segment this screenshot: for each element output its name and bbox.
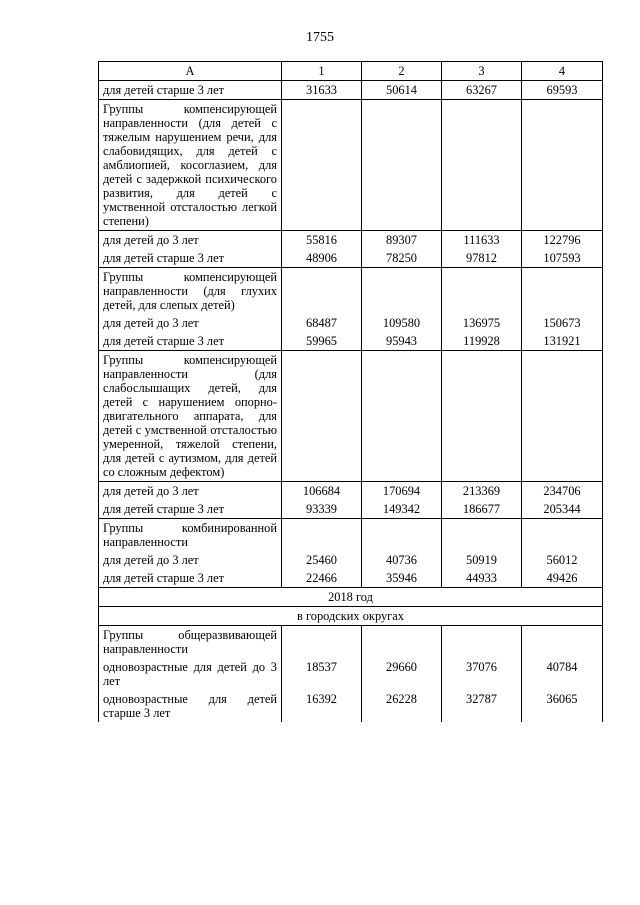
value-cell: 56012 xyxy=(522,551,603,569)
row-label: для детей до 3 лет xyxy=(99,551,282,569)
row-label: для детей старше 3 лет xyxy=(99,249,282,268)
value-cell: 63267 xyxy=(442,81,522,100)
value-cell: 49426 xyxy=(522,569,603,588)
column-header: 1 xyxy=(282,62,362,81)
value-cell: 31633 xyxy=(282,81,362,100)
row-label: для детей до 3 лет xyxy=(99,231,282,250)
value-cell xyxy=(442,100,522,231)
value-cell xyxy=(442,268,522,315)
value-cell xyxy=(282,351,362,482)
section-row xyxy=(99,588,603,607)
value-cell xyxy=(362,100,442,231)
table-row xyxy=(99,569,603,588)
row-label: для детей старше 3 лет xyxy=(99,332,282,351)
table-row xyxy=(99,314,603,332)
table-row xyxy=(99,81,603,100)
value-cell xyxy=(442,519,522,552)
value-cell: 107593 xyxy=(522,249,603,268)
value-cell xyxy=(522,626,603,659)
value-cell: 69593 xyxy=(522,81,603,100)
value-cell: 97812 xyxy=(442,249,522,268)
value-cell: 150673 xyxy=(522,314,603,332)
group-row xyxy=(99,351,603,482)
value-cell: 213369 xyxy=(442,482,522,501)
group-row xyxy=(99,268,603,315)
value-cell: 37076 xyxy=(442,658,522,690)
table-row xyxy=(99,551,603,569)
table-header-row xyxy=(99,62,603,81)
group-label: Группы компенсирующей направленности (для слабослышащих детей, для детей с нарушением опорно-двигательного аппарата, для детей с умственной отсталостью умеренной, тяжелой степени, для детей с аутизмом, для детей со сложным дефектом) xyxy=(99,351,282,482)
column-header: 4 xyxy=(522,62,603,81)
value-cell: 40736 xyxy=(362,551,442,569)
value-cell: 36065 xyxy=(522,690,603,722)
row-label: для детей старше 3 лет xyxy=(99,569,282,588)
section-label: в городских округах xyxy=(99,607,603,626)
value-cell xyxy=(282,268,362,315)
column-header: 2 xyxy=(362,62,442,81)
group-row xyxy=(99,519,603,552)
value-cell: 35946 xyxy=(362,569,442,588)
value-cell: 16392 xyxy=(282,690,362,722)
page-number: 1755 xyxy=(306,30,334,45)
table-row xyxy=(99,500,603,519)
value-cell: 25460 xyxy=(282,551,362,569)
table-row xyxy=(99,690,603,722)
row-label: для детей старше 3 лет xyxy=(99,500,282,519)
value-cell: 40784 xyxy=(522,658,603,690)
value-cell: 22466 xyxy=(282,569,362,588)
row-label: для детей до 3 лет xyxy=(99,482,282,501)
value-cell xyxy=(362,268,442,315)
value-cell: 68487 xyxy=(282,314,362,332)
section-row xyxy=(99,607,603,626)
table-row xyxy=(99,482,603,501)
value-cell xyxy=(522,100,603,231)
value-cell xyxy=(362,351,442,482)
value-cell xyxy=(442,351,522,482)
row-label: одновозрастные для детей старше 3 лет xyxy=(99,690,282,722)
value-cell xyxy=(442,626,522,659)
value-cell: 234706 xyxy=(522,482,603,501)
value-cell xyxy=(282,519,362,552)
value-cell: 186677 xyxy=(442,500,522,519)
table-row xyxy=(99,249,603,268)
value-cell: 93339 xyxy=(282,500,362,519)
group-row xyxy=(99,626,603,659)
column-header: 3 xyxy=(442,62,522,81)
value-cell: 89307 xyxy=(362,231,442,250)
row-label: для детей старше 3 лет xyxy=(99,81,282,100)
section-label: 2018 год xyxy=(99,588,603,607)
value-cell: 106684 xyxy=(282,482,362,501)
group-label: Группы компенсирующей направленности (для детей с тяжелым нарушением речи, для слабовидящих, для детей с амблиопией, косоглазием, для детей с задержкой психического развития, для детей с умственной отсталостью легкой степени) xyxy=(99,100,282,231)
value-cell: 50614 xyxy=(362,81,442,100)
value-cell: 119928 xyxy=(442,332,522,351)
value-cell: 109580 xyxy=(362,314,442,332)
value-cell: 50919 xyxy=(442,551,522,569)
value-cell: 122796 xyxy=(522,231,603,250)
tariff-table xyxy=(98,61,603,722)
value-cell: 29660 xyxy=(362,658,442,690)
row-label: одновозрастные для детей до 3 лет xyxy=(99,658,282,690)
value-cell: 205344 xyxy=(522,500,603,519)
value-cell: 95943 xyxy=(362,332,442,351)
row-label: для детей до 3 лет xyxy=(99,314,282,332)
table-row xyxy=(99,658,603,690)
group-label: Группы компенсирующей направленности (для глухих детей, для слепых детей) xyxy=(99,268,282,315)
value-cell xyxy=(522,519,603,552)
value-cell: 170694 xyxy=(362,482,442,501)
value-cell: 111633 xyxy=(442,231,522,250)
value-cell: 55816 xyxy=(282,231,362,250)
value-cell: 32787 xyxy=(442,690,522,722)
value-cell: 18537 xyxy=(282,658,362,690)
table-row xyxy=(99,332,603,351)
table-body xyxy=(99,81,603,723)
value-cell xyxy=(362,519,442,552)
value-cell: 149342 xyxy=(362,500,442,519)
group-label: Группы общеразвивающей направленности xyxy=(99,626,282,659)
value-cell: 48906 xyxy=(282,249,362,268)
group-row xyxy=(99,100,603,231)
value-cell: 59965 xyxy=(282,332,362,351)
value-cell xyxy=(282,626,362,659)
group-label: Группы комбинированной направленности xyxy=(99,519,282,552)
value-cell: 26228 xyxy=(362,690,442,722)
value-cell: 131921 xyxy=(522,332,603,351)
value-cell: 44933 xyxy=(442,569,522,588)
value-cell: 78250 xyxy=(362,249,442,268)
value-cell: 136975 xyxy=(442,314,522,332)
table-row xyxy=(99,231,603,250)
value-cell xyxy=(362,626,442,659)
value-cell xyxy=(522,351,603,482)
value-cell xyxy=(522,268,603,315)
column-header: А xyxy=(99,62,282,81)
value-cell xyxy=(282,100,362,231)
